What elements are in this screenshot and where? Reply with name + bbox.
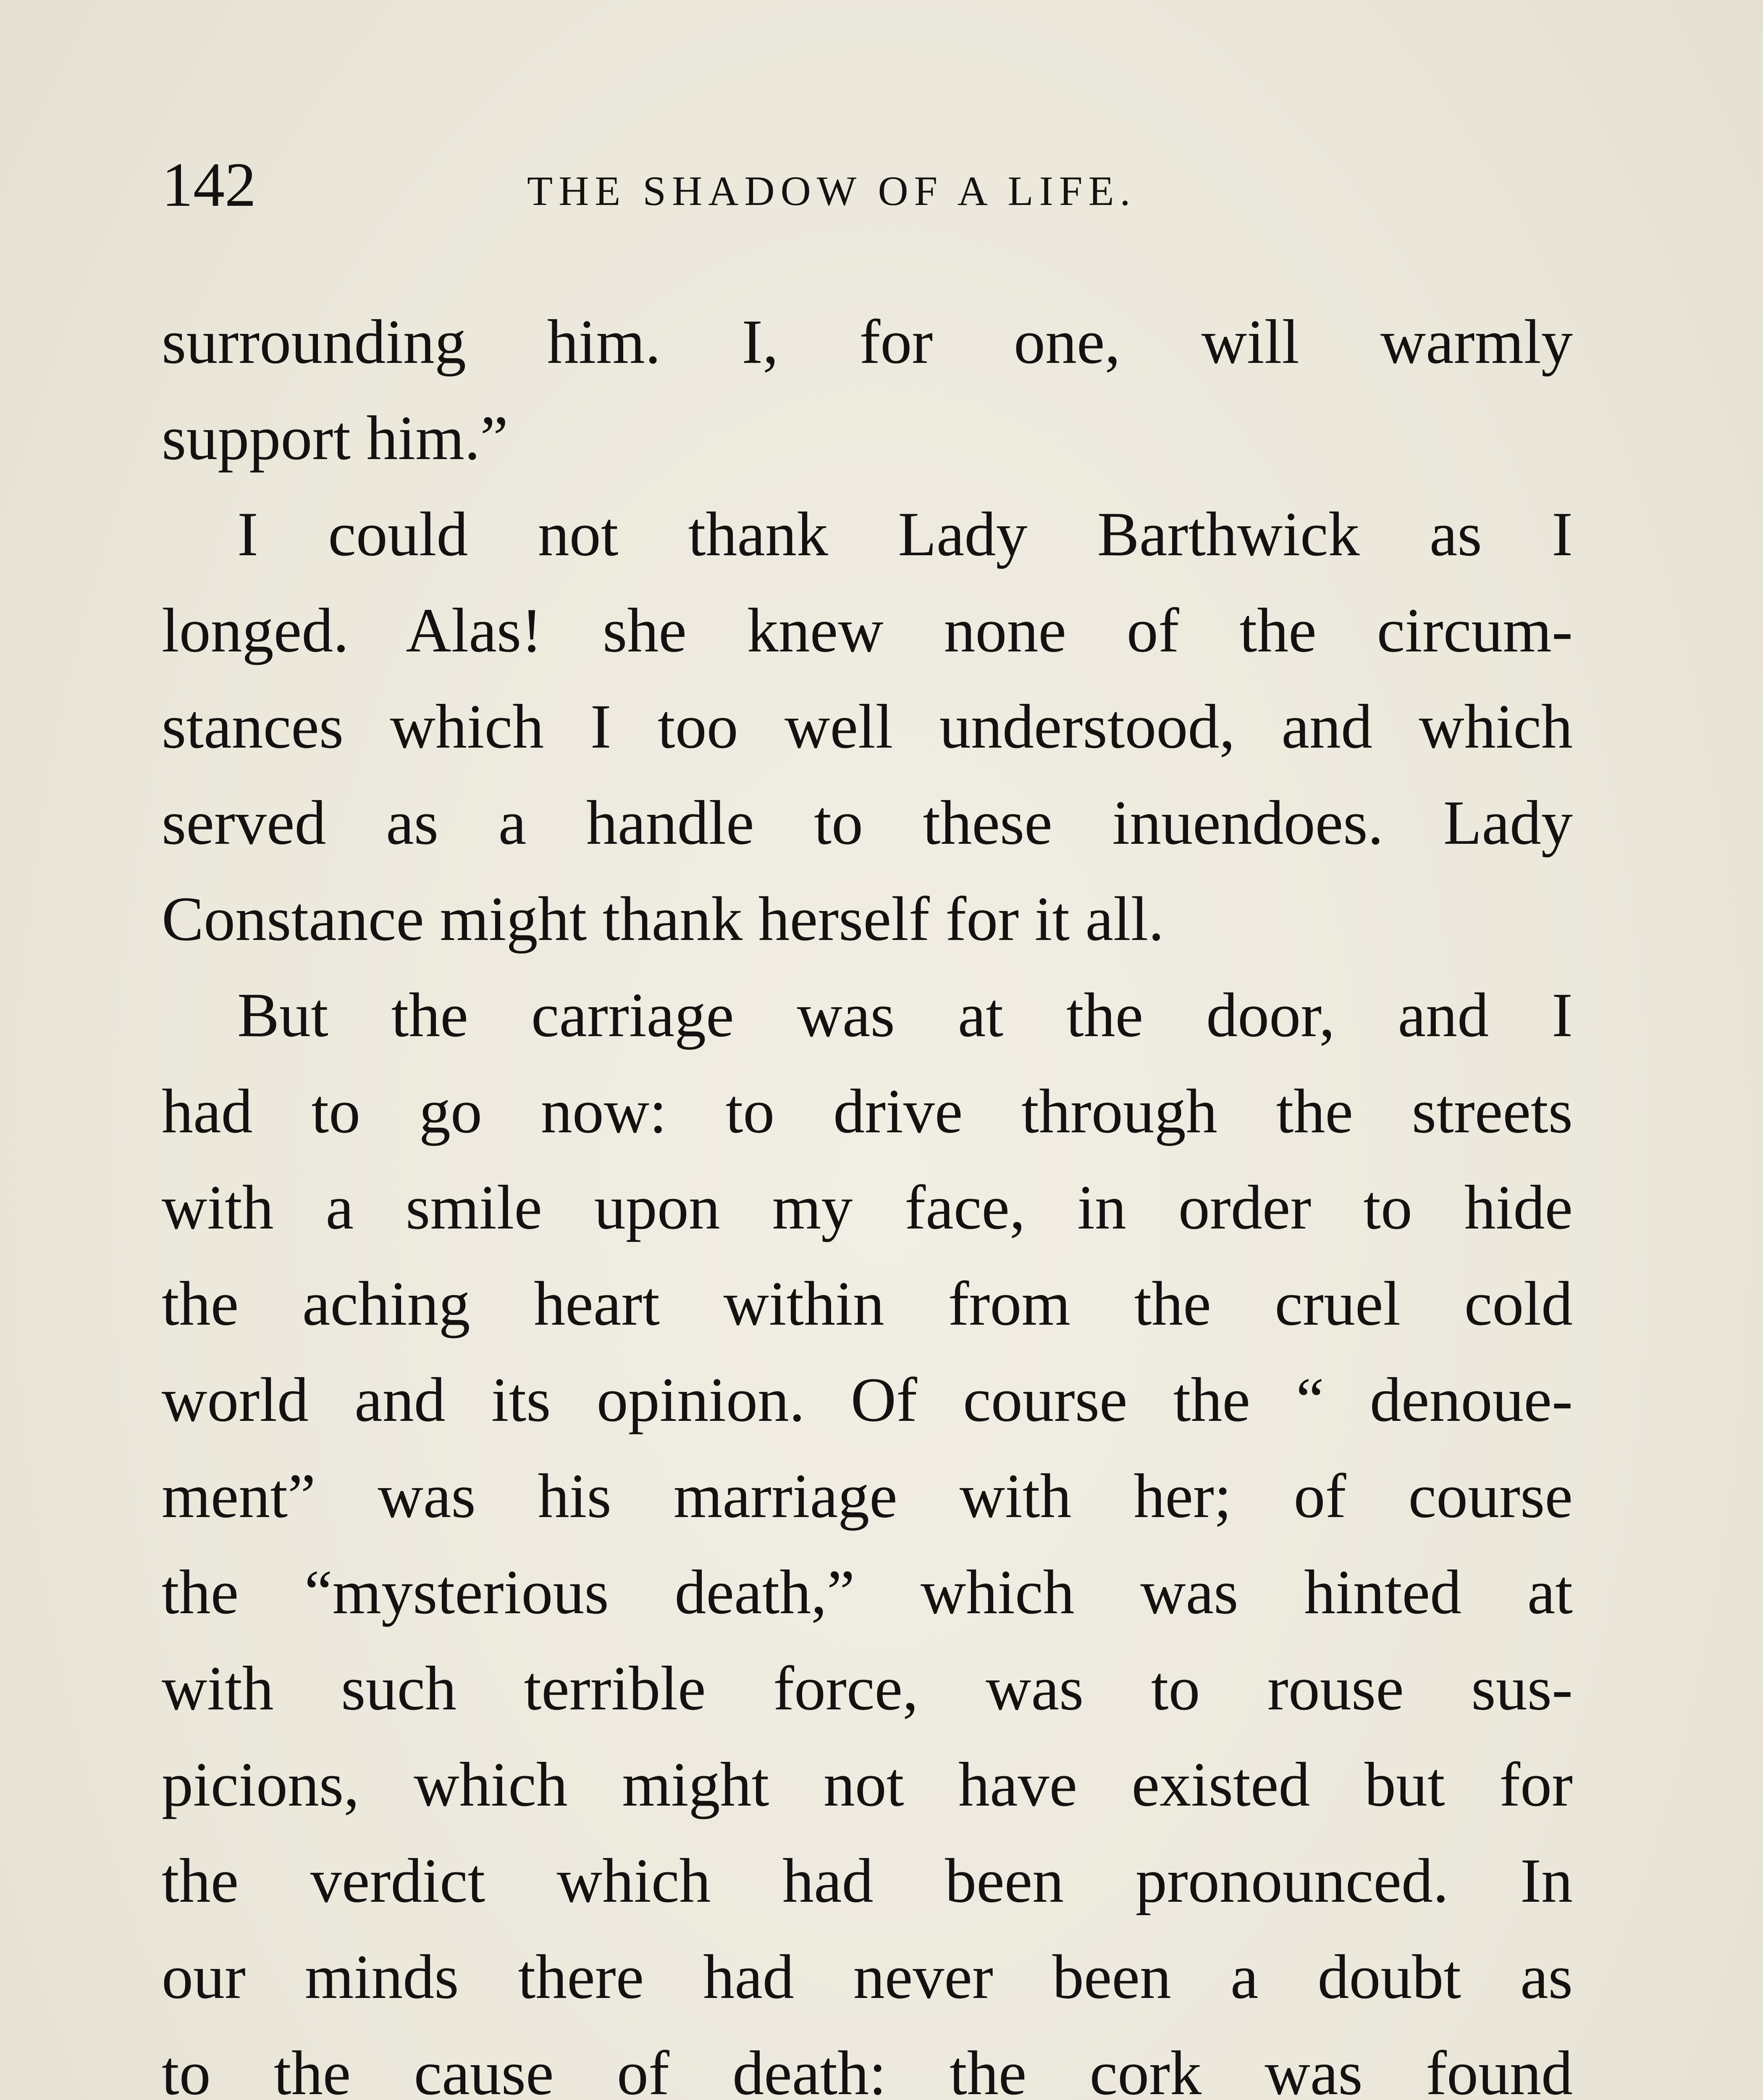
text-line: the “mysterious death,” which was hinted at xyxy=(162,1557,1573,1627)
text-line: with such terrible force, was to rouse sus- xyxy=(162,1654,1573,1723)
text-line: stances which I too well understood, and which xyxy=(162,692,1573,761)
text-line: I could not thank Lady Barthwick as I xyxy=(237,499,1573,569)
text-line: ment” was his marriage with her; of course xyxy=(162,1461,1573,1531)
text-line: But the carriage was at the door, and I xyxy=(237,980,1573,1050)
page-number: 142 xyxy=(162,150,256,220)
running-head: THE SHADOW OF A LIFE. xyxy=(527,168,1136,214)
text-line: the aching heart within from the cruel cold xyxy=(162,1269,1573,1339)
text-line: support him.” xyxy=(162,403,508,473)
text-line: the verdict which had been pronounced. In xyxy=(162,1846,1573,1916)
text-line: Constance might thank herself for it all. xyxy=(162,884,1164,954)
text-line: our minds there had never been a doubt as xyxy=(162,1942,1573,2012)
text-line: picions, which might not have existed but for xyxy=(162,1750,1573,1819)
text-line: served as a handle to these inuendoes. Lady xyxy=(162,788,1573,858)
text-line: to the cause of death: the cork was found xyxy=(162,2038,1573,2100)
text-line: surrounding him. I, for one, will warmly xyxy=(162,307,1573,377)
text-line: world and its opinion. Of course the “ denoue- xyxy=(162,1365,1573,1435)
text-line: had to go now: to drive through the streets xyxy=(162,1076,1573,1146)
text-line: longed. Alas! she knew none of the circum- xyxy=(162,596,1573,665)
text-line: with a smile upon my face, in order to hide xyxy=(162,1173,1573,1242)
body-text xyxy=(162,294,1573,2100)
page-header xyxy=(162,143,1573,227)
